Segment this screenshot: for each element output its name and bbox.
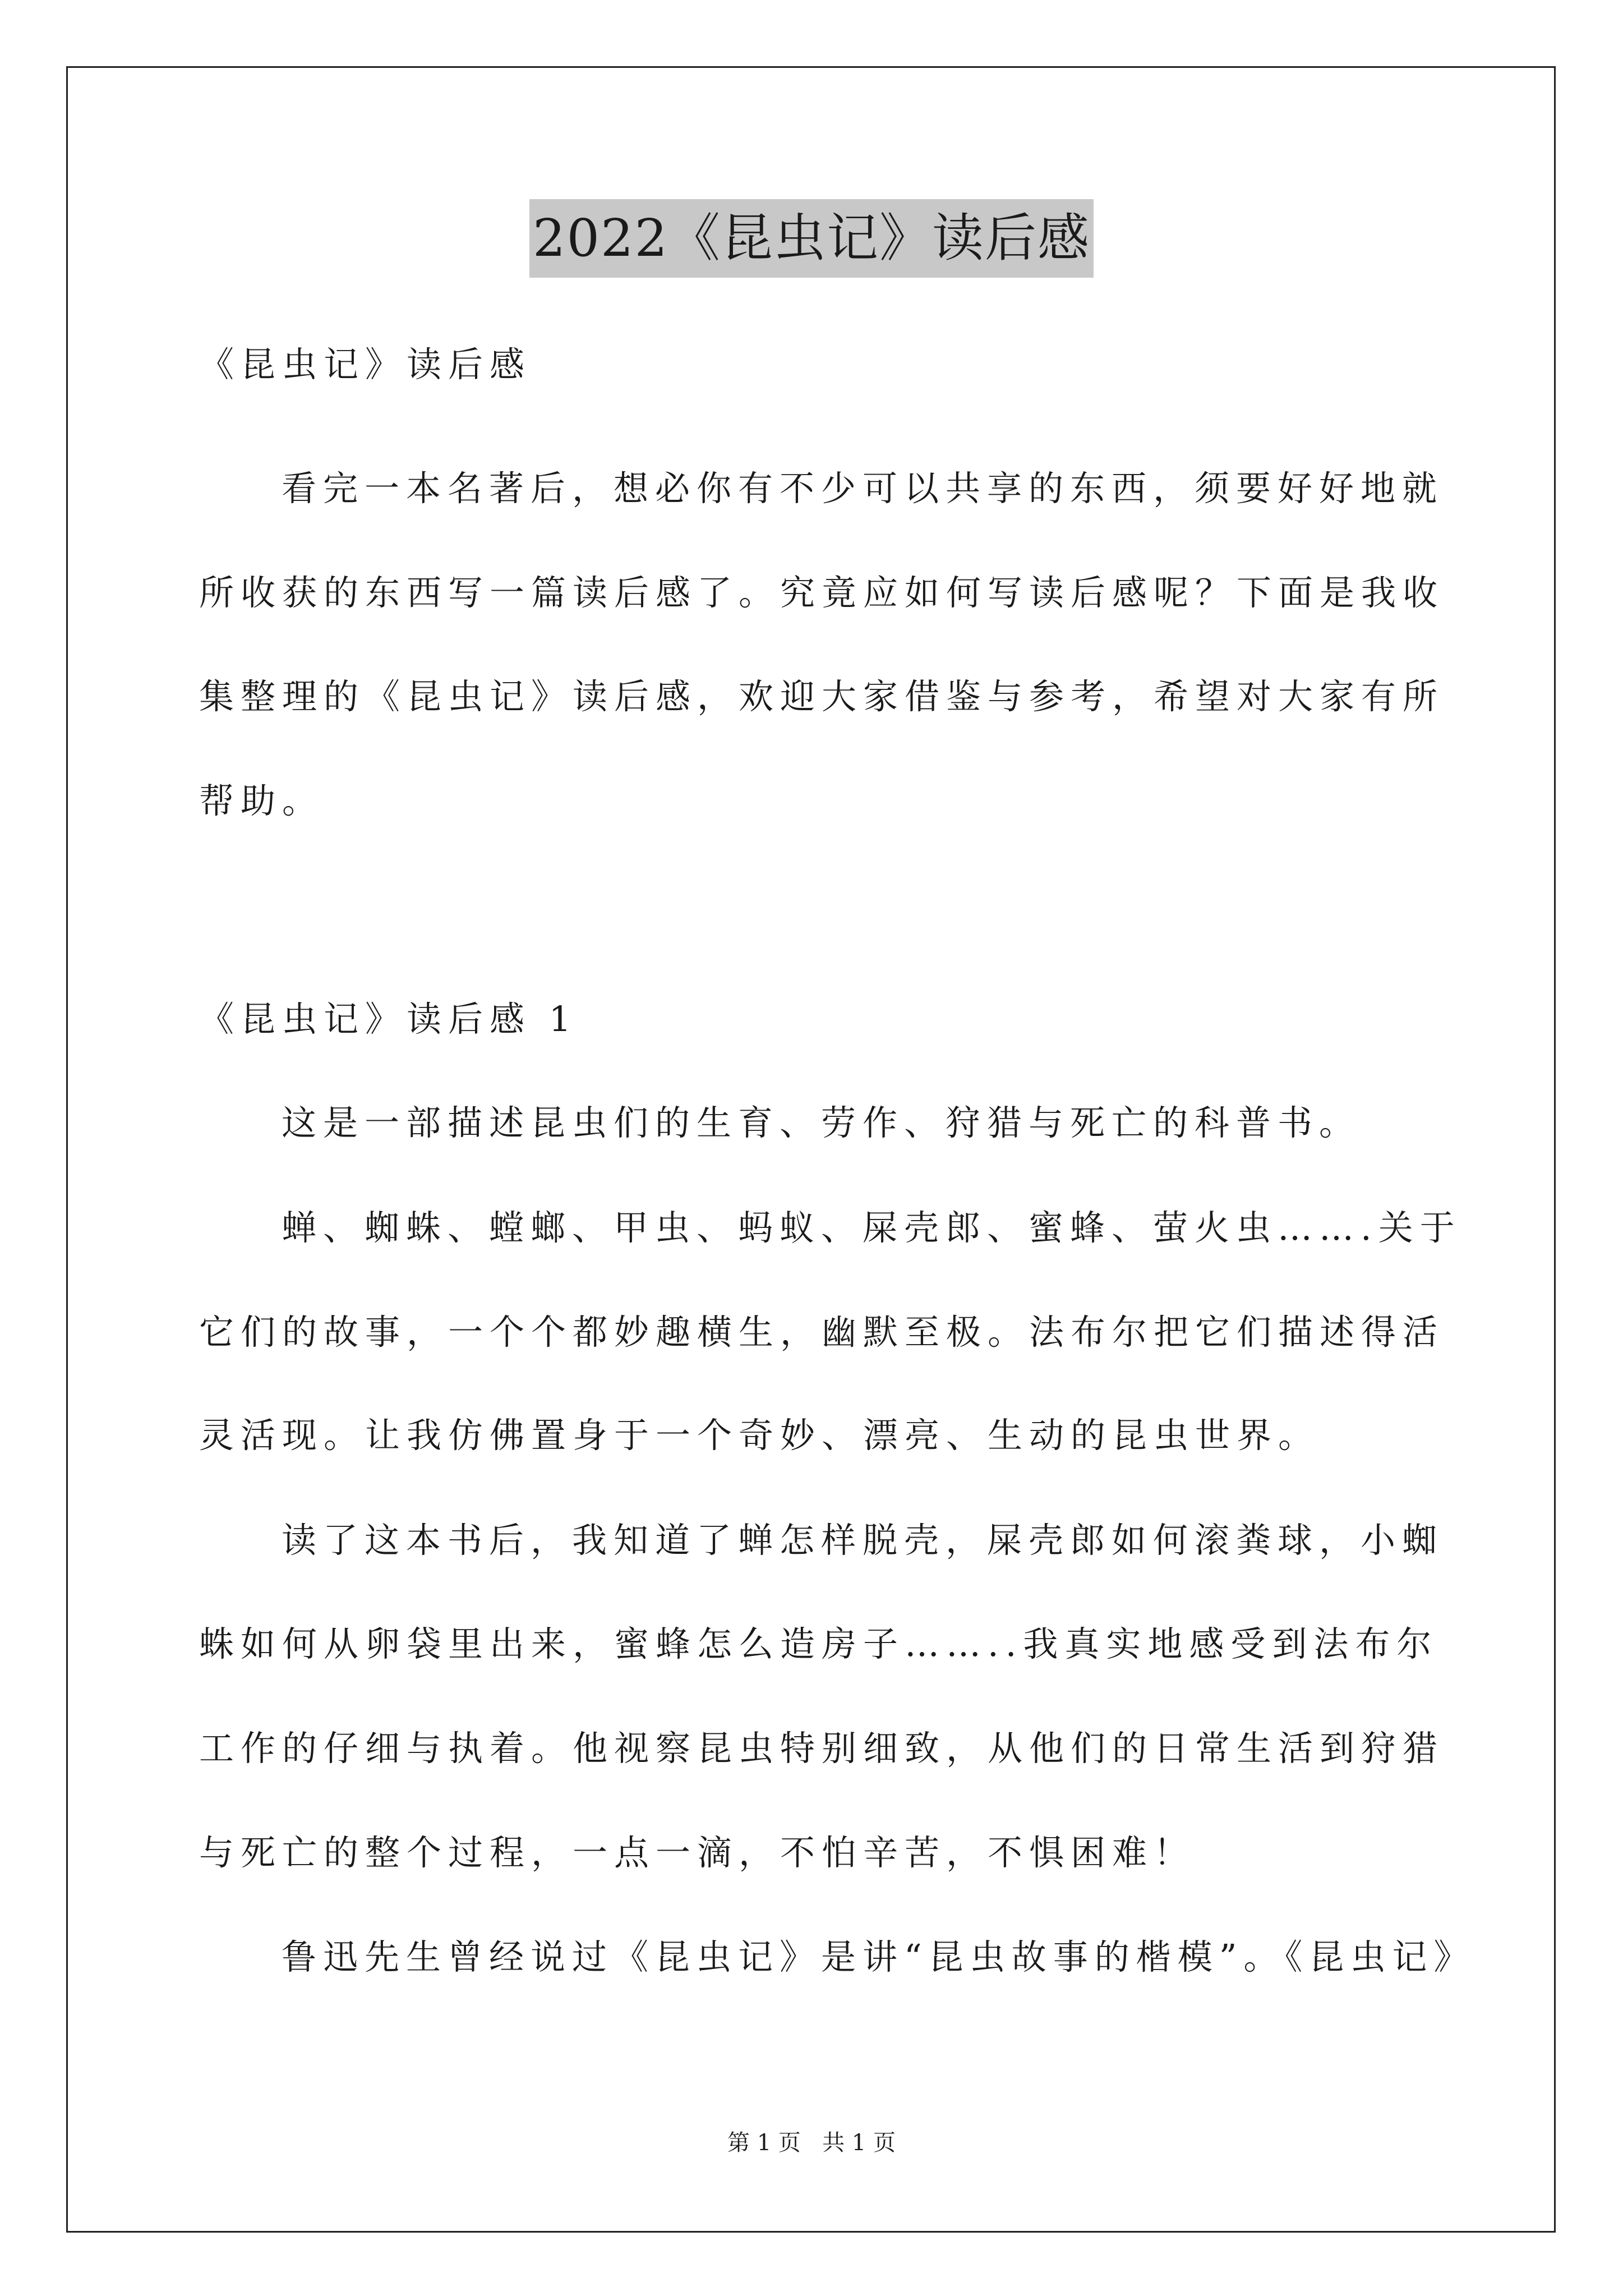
- body-line-4: 灵活现。让我仿佛置身于一个奇妙、漂亮、生动的昆虫世界。: [199, 1415, 1320, 1456]
- body-line-1: 这是一部描述昆虫们的生育、劳作、狩猎与死亡的科普书。: [282, 1102, 1361, 1143]
- document-title: 2022《昆虫记》读后感: [529, 199, 1094, 278]
- body-line-9: 鲁迅先生曾经说过《昆虫记》是讲“昆虫故事的楷模”。《昆虫记》: [282, 1936, 1476, 1977]
- body-line-2: 蝉、蜘蛛、螳螂、甲虫、蚂蚁、屎壳郎、蜜蜂、萤火虫…….关于: [282, 1207, 1461, 1248]
- section-heading: 《昆虫记》读后感: [199, 344, 532, 385]
- page-border: [66, 66, 1556, 2233]
- intro-line-2: 所收获的东西写一篇读后感了。究竟应如何写读后感呢？下面是我收: [199, 572, 1445, 613]
- body-line-8: 与死亡的整个过程，一点一滴，不怕辛苦，不惧困难！: [199, 1832, 1196, 1873]
- body-line-7: 工作的仔细与执着。他视察昆虫特别细致，从他们的日常生活到狩猎: [199, 1728, 1445, 1769]
- body-line-5: 读了这本书后，我知道了蝉怎样脱壳，屎壳郎如何滚粪球，小蜘: [282, 1520, 1444, 1561]
- intro-line-4: 帮助。: [199, 780, 324, 821]
- title-container: [0, 199, 1623, 278]
- page-footer: 第 1 页 共 1 页: [727, 2130, 896, 2156]
- intro-line-1: 看完一本名著后，想必你有不少可以共享的东西，须要好好地就: [282, 468, 1444, 509]
- section-heading-1: 《昆虫记》读后感 1: [199, 999, 578, 1039]
- body-line-3: 它们的故事，一个个都妙趣横生，幽默至极。法布尔把它们描述得活: [199, 1312, 1445, 1352]
- body-line-6: 蛛如何从卵袋里出来，蜜蜂怎么造房子……..我真实地感受到法布尔: [199, 1623, 1438, 1664]
- intro-line-3: 集整理的《昆虫记》读后感，欢迎大家借鉴与参考，希望对大家有所: [199, 676, 1445, 717]
